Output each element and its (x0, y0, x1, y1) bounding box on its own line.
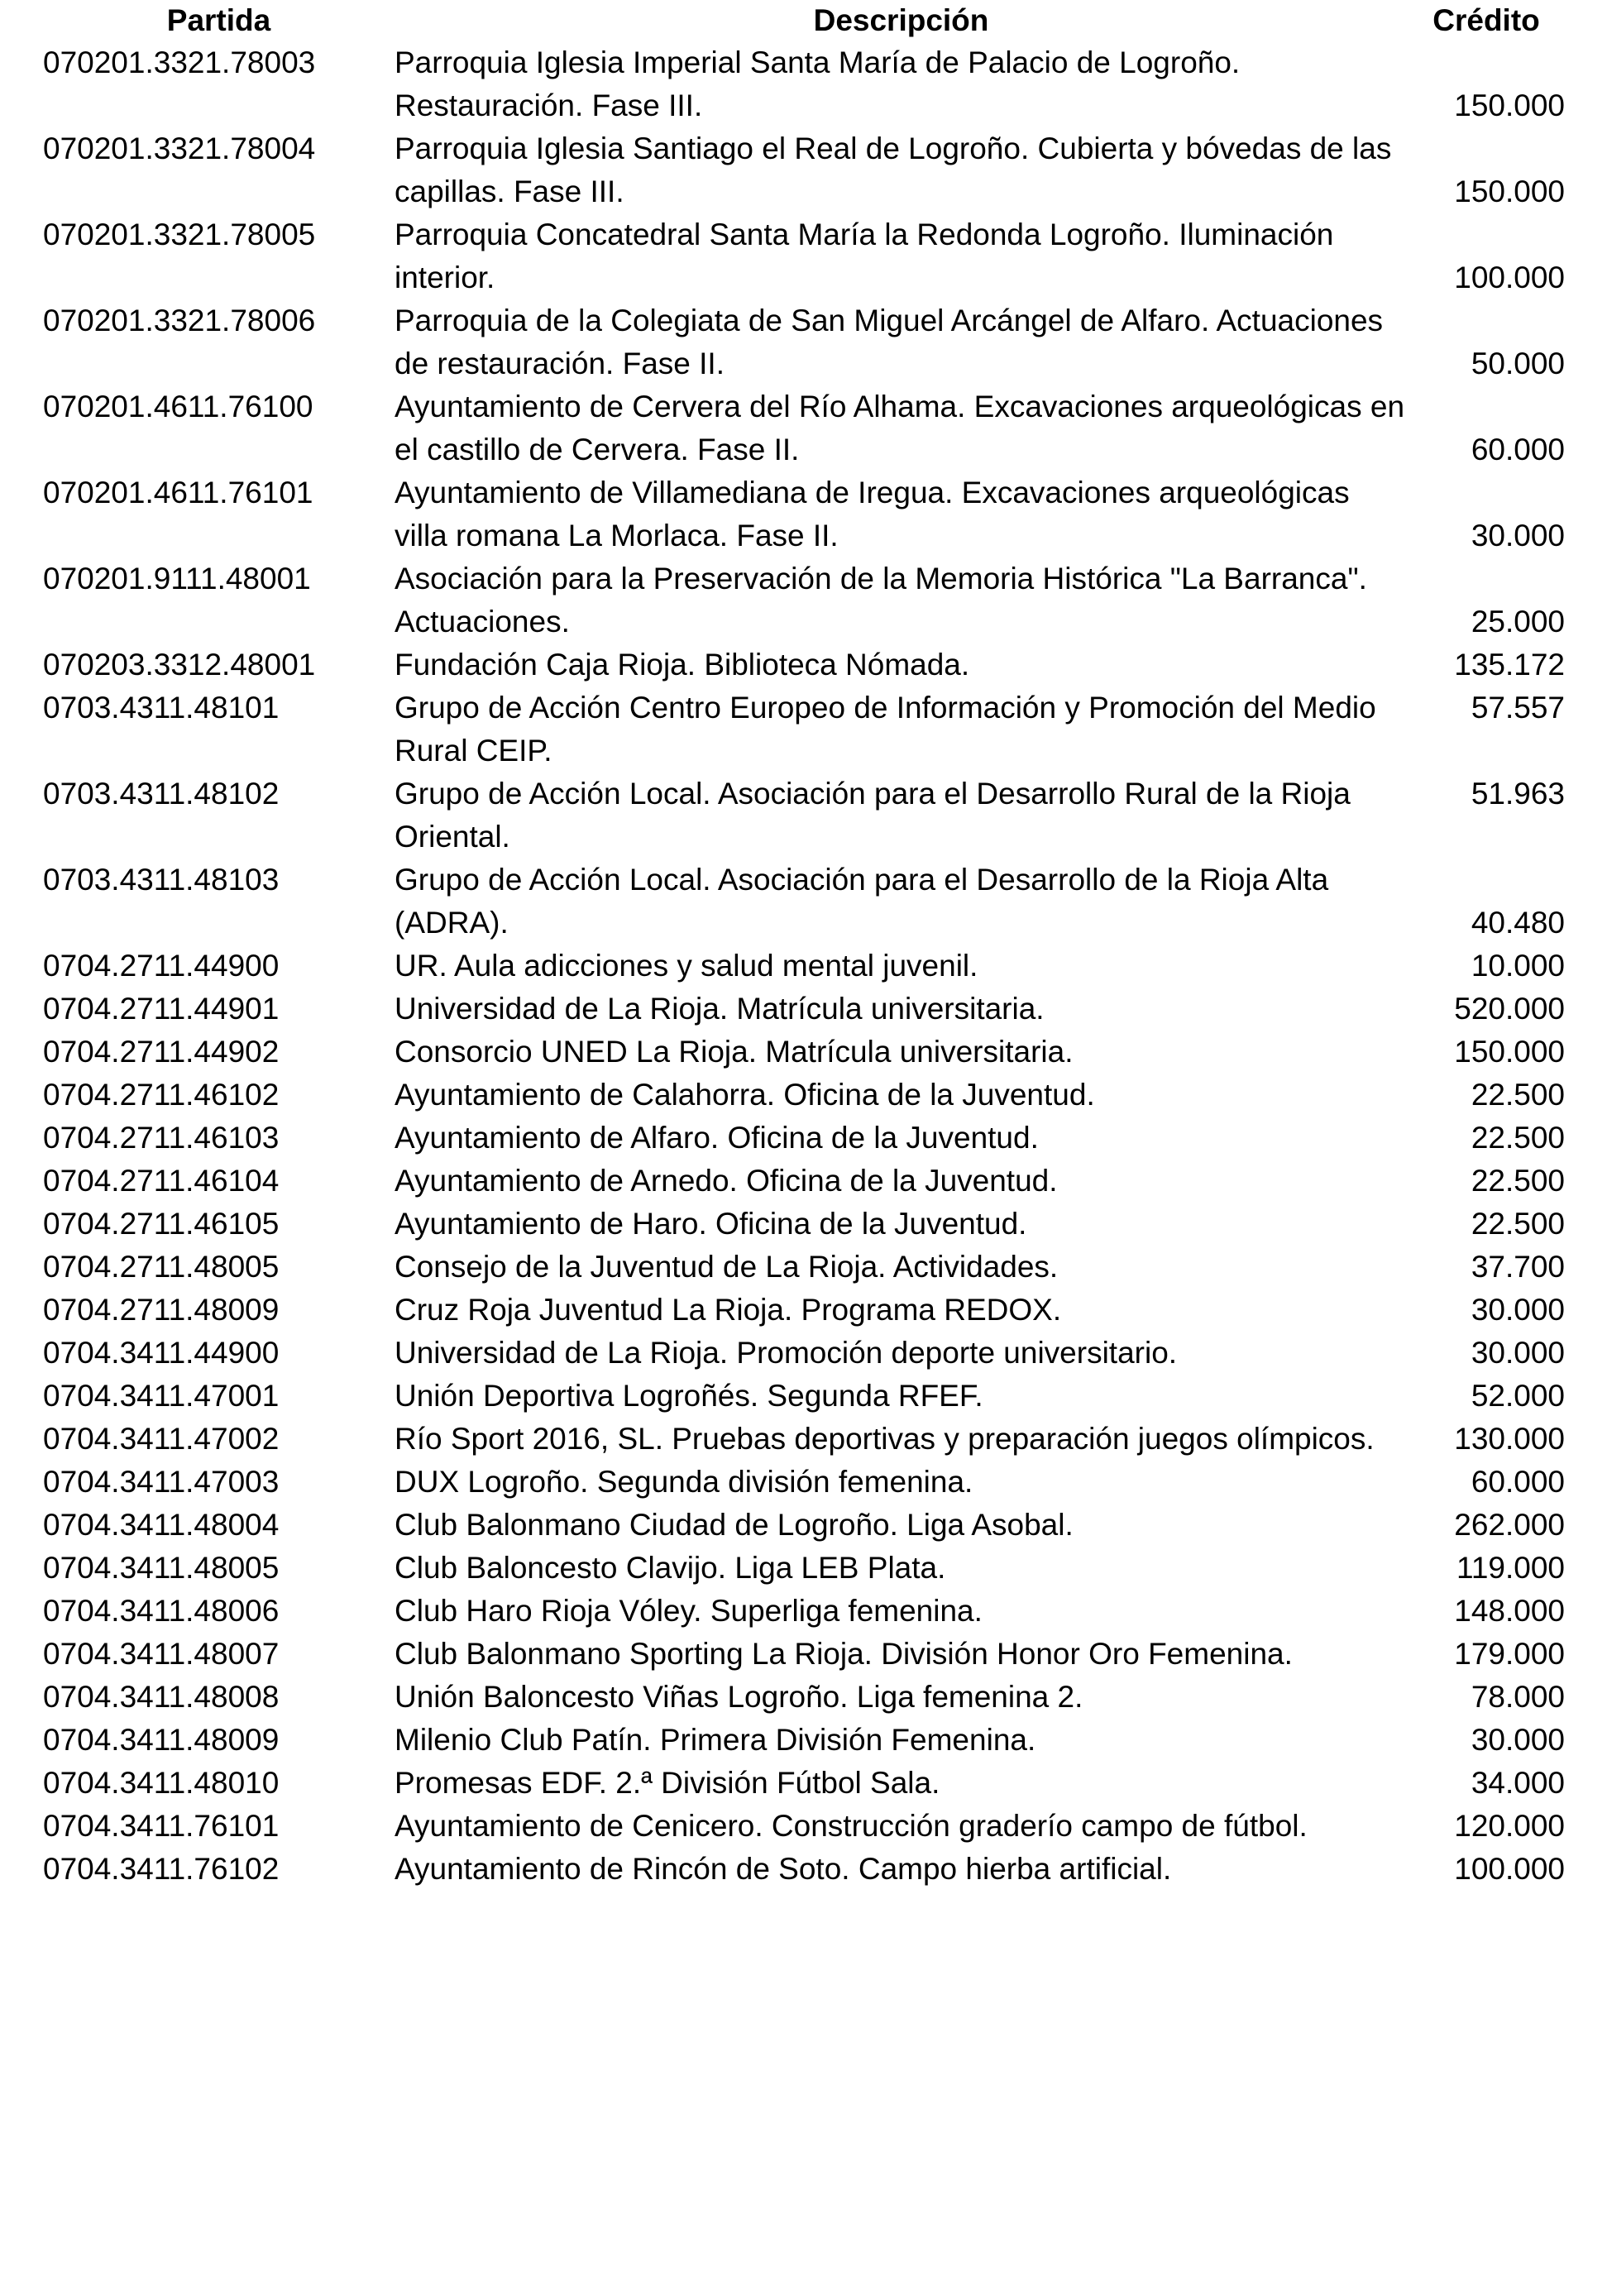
cell-descripcion: Parroquia de la Colegiata de San Miguel Arcángel de Alfaro. Actuaciones de restauración. Fase II. (395, 304, 1384, 380)
cell-partida: 070203.3312.48001 (43, 648, 316, 682)
table-row (43, 773, 1565, 859)
table-row (43, 1203, 1565, 1246)
cell-credito: 37.700 (1471, 1250, 1565, 1284)
table-header-row (43, 0, 1565, 41)
table-row (43, 127, 1565, 213)
table-row (43, 1289, 1565, 1332)
cell-credito: 22.500 (1471, 1121, 1565, 1155)
cell-descripcion: Unión Baloncesto Viñas Logroño. Liga femenina 2. (395, 1680, 1083, 1714)
cell-descripcion: Parroquia Concatedral Santa María la Redonda Logroño. Iluminación interior. (395, 218, 1334, 294)
cell-partida: 070201.4611.76101 (43, 476, 313, 509)
cell-descripcion: Unión Deportiva Logroñés. Segunda RFEF. (395, 1379, 983, 1413)
cell-descripcion: Ayuntamiento de Arnedo. Oficina de la Juventud. (395, 1164, 1058, 1198)
table-row (43, 1676, 1565, 1719)
cell-partida: 0704.3411.44900 (43, 1336, 280, 1370)
cell-partida: 0704.2711.46102 (43, 1078, 280, 1112)
table-row (43, 213, 1565, 299)
cell-partida: 070201.4611.76100 (43, 390, 313, 423)
header-partida: Partida (166, 3, 271, 37)
cell-descripcion: Grupo de Acción Centro Europeo de Información y Promoción del Medio Rural CEIP. (395, 691, 1376, 768)
cell-descripcion: Grupo de Acción Local. Asociación para el Desarrollo de la Rioja Alta (ADRA). (395, 863, 1329, 940)
cell-credito: 150.000 (1454, 1035, 1565, 1069)
cell-credito: 40.480 (1471, 906, 1565, 940)
cell-credito: 148.000 (1454, 1594, 1565, 1628)
table-row (43, 41, 1565, 127)
cell-credito: 100.000 (1454, 261, 1565, 294)
cell-partida: 0704.2711.44902 (43, 1035, 280, 1069)
table-row (43, 945, 1565, 988)
cell-descripcion: DUX Logroño. Segunda división femenina. (395, 1465, 973, 1499)
cell-descripcion: Ayuntamiento de Rincón de Soto. Campo hierba artificial. (395, 1852, 1172, 1886)
cell-descripcion: UR. Aula adicciones y salud mental juvenil. (395, 949, 978, 983)
cell-partida: 0704.3411.48005 (43, 1551, 280, 1585)
table-row (43, 1547, 1565, 1590)
cell-descripcion: Club Balonmano Sporting La Rioja. División Honor Oro Femenina. (395, 1637, 1293, 1671)
table-row (43, 1160, 1565, 1203)
table-row (43, 1246, 1565, 1289)
cell-descripcion: Universidad de La Rioja. Promoción deporte universitario. (395, 1336, 1178, 1370)
cell-partida: 0704.3411.47002 (43, 1422, 280, 1456)
table-row (43, 557, 1565, 643)
cell-descripcion: Consorcio UNED La Rioja. Matrícula universitaria. (395, 1035, 1074, 1069)
table-row (43, 988, 1565, 1031)
cell-partida: 0704.3411.48008 (43, 1680, 280, 1714)
cell-partida: 070201.3321.78006 (43, 304, 316, 337)
cell-credito: 119.000 (1456, 1551, 1565, 1585)
cell-partida: 070201.3321.78003 (43, 45, 316, 79)
cell-descripcion: Promesas EDF. 2.ª División Fútbol Sala. (395, 1766, 940, 1800)
cell-partida: 0704.3411.48004 (43, 1508, 280, 1542)
cell-partida: 0704.2711.46103 (43, 1121, 280, 1155)
cell-partida: 070201.3321.78005 (43, 218, 316, 251)
cell-descripcion: Parroquia Iglesia Imperial Santa María de Palacio de Logroño. Restauración. Fase III. (395, 45, 1241, 122)
cell-partida: 0704.2711.44900 (43, 949, 280, 983)
cell-descripcion: Consejo de la Juventud de La Rioja. Actividades. (395, 1250, 1059, 1284)
cell-credito: 78.000 (1471, 1680, 1565, 1714)
table-row (43, 859, 1565, 945)
cell-partida: 0704.3411.48009 (43, 1723, 280, 1757)
table-row (43, 1074, 1565, 1117)
table-row (43, 299, 1565, 385)
table-row (43, 1117, 1565, 1160)
table-row (43, 1031, 1565, 1074)
cell-credito: 34.000 (1471, 1766, 1565, 1800)
cell-descripcion: Club Haro Rioja Vóley. Superliga femenina. (395, 1594, 983, 1628)
cell-credito: 10.000 (1471, 949, 1565, 983)
cell-credito: 51.963 (1471, 777, 1565, 811)
cell-credito: 100.000 (1454, 1852, 1565, 1886)
cell-descripcion: Universidad de La Rioja. Matrícula universitaria. (395, 992, 1045, 1026)
table-row (43, 1590, 1565, 1633)
cell-partida: 0703.4311.48101 (43, 691, 280, 725)
table-row (43, 1332, 1565, 1375)
cell-credito: 150.000 (1454, 175, 1565, 208)
table-body (43, 41, 1565, 1891)
cell-descripcion: Club Balonmano Ciudad de Logroño. Liga Asobal. (395, 1508, 1074, 1542)
cell-partida: 0704.3411.48006 (43, 1594, 280, 1628)
cell-partida: 0704.2711.46105 (43, 1207, 280, 1241)
table-row (43, 1418, 1565, 1461)
table-row (43, 1805, 1565, 1848)
cell-credito: 520.000 (1454, 992, 1565, 1026)
cell-credito: 179.000 (1454, 1637, 1565, 1671)
table-row (43, 686, 1565, 773)
cell-descripcion: Parroquia Iglesia Santiago el Real de Logroño. Cubierta y bóvedas de las capillas. Fase III. (395, 132, 1392, 208)
cell-descripcion: Río Sport 2016, SL. Pruebas deportivas y preparación juegos olímpicos. (395, 1422, 1375, 1456)
cell-descripcion: Ayuntamiento de Calahorra. Oficina de la Juventud. (395, 1078, 1095, 1112)
table-row (43, 1375, 1565, 1418)
cell-credito: 120.000 (1454, 1809, 1565, 1843)
table-row (43, 643, 1565, 686)
cell-credito: 22.500 (1471, 1078, 1565, 1112)
cell-descripcion: Ayuntamiento de Cervera del Río Alhama. Excavaciones arqueológicas en el castillo de Cervera. Fase II. (395, 390, 1405, 466)
cell-descripcion: Ayuntamiento de Alfaro. Oficina de la Juventud. (395, 1121, 1039, 1155)
table-row (43, 1504, 1565, 1547)
cell-descripcion: Grupo de Acción Local. Asociación para el Desarrollo Rural de la Rioja Oriental. (395, 777, 1351, 854)
table-row (43, 385, 1565, 471)
cell-credito: 52.000 (1471, 1379, 1565, 1413)
cell-credito: 150.000 (1454, 88, 1565, 122)
table-row (43, 1762, 1565, 1805)
header-descripcion: Descripción (813, 3, 989, 37)
cell-credito: 262.000 (1454, 1508, 1565, 1542)
cell-partida: 0704.2711.48009 (43, 1293, 280, 1327)
cell-descripcion: Ayuntamiento de Haro. Oficina de la Juventud. (395, 1207, 1027, 1241)
cell-descripcion: Asociación para la Preservación de la Memoria Histórica "La Barranca". Actuaciones. (395, 562, 1367, 639)
cell-partida: 0704.3411.48010 (43, 1766, 280, 1800)
table-row (43, 1719, 1565, 1762)
cell-descripcion: Milenio Club Patín. Primera División Femenina. (395, 1723, 1036, 1757)
budget-table (43, 0, 1565, 1891)
cell-credito: 30.000 (1471, 1723, 1565, 1757)
cell-credito: 30.000 (1471, 519, 1565, 552)
cell-credito: 22.500 (1471, 1164, 1565, 1198)
cell-partida: 0704.2711.48005 (43, 1250, 280, 1284)
cell-credito: 22.500 (1471, 1207, 1565, 1241)
table-row (43, 1633, 1565, 1676)
cell-partida: 0704.3411.76101 (43, 1809, 280, 1843)
cell-credito: 60.000 (1471, 1465, 1565, 1499)
cell-descripcion: Ayuntamiento de Villamediana de Iregua. Excavaciones arqueológicas villa romana La Morlaca. Fase II. (395, 476, 1350, 552)
cell-partida: 0703.4311.48103 (43, 863, 280, 897)
cell-credito: 25.000 (1471, 605, 1565, 639)
cell-descripcion: Ayuntamiento de Cenicero. Construcción graderío campo de fútbol. (395, 1809, 1308, 1843)
cell-partida: 0704.3411.76102 (43, 1852, 280, 1886)
cell-descripcion: Club Baloncesto Clavijo. Liga LEB Plata. (395, 1551, 946, 1585)
cell-credito: 50.000 (1471, 347, 1565, 380)
cell-partida: 0704.2711.44901 (43, 992, 280, 1026)
header-credito: Crédito (1432, 3, 1540, 37)
cell-partida: 0704.3411.47003 (43, 1465, 280, 1499)
cell-partida: 0703.4311.48102 (43, 777, 280, 811)
cell-descripcion: Fundación Caja Rioja. Biblioteca Nómada. (395, 648, 970, 682)
cell-credito: 30.000 (1471, 1336, 1565, 1370)
cell-partida: 070201.3321.78004 (43, 132, 316, 165)
table-row (43, 1461, 1565, 1504)
cell-credito: 30.000 (1471, 1293, 1565, 1327)
table-row (43, 1848, 1565, 1891)
cell-partida: 0704.3411.47001 (43, 1379, 280, 1413)
cell-descripcion: Cruz Roja Juventud La Rioja. Programa REDOX. (395, 1293, 1062, 1327)
cell-partida: 0704.2711.46104 (43, 1164, 280, 1198)
cell-partida: 070201.9111.48001 (43, 562, 311, 596)
cell-credito: 130.000 (1454, 1422, 1565, 1456)
cell-partida: 0704.3411.48007 (43, 1637, 280, 1671)
cell-credito: 135.172 (1454, 648, 1565, 682)
table-row (43, 471, 1565, 557)
cell-credito: 60.000 (1471, 433, 1565, 466)
cell-credito: 57.557 (1471, 691, 1565, 725)
